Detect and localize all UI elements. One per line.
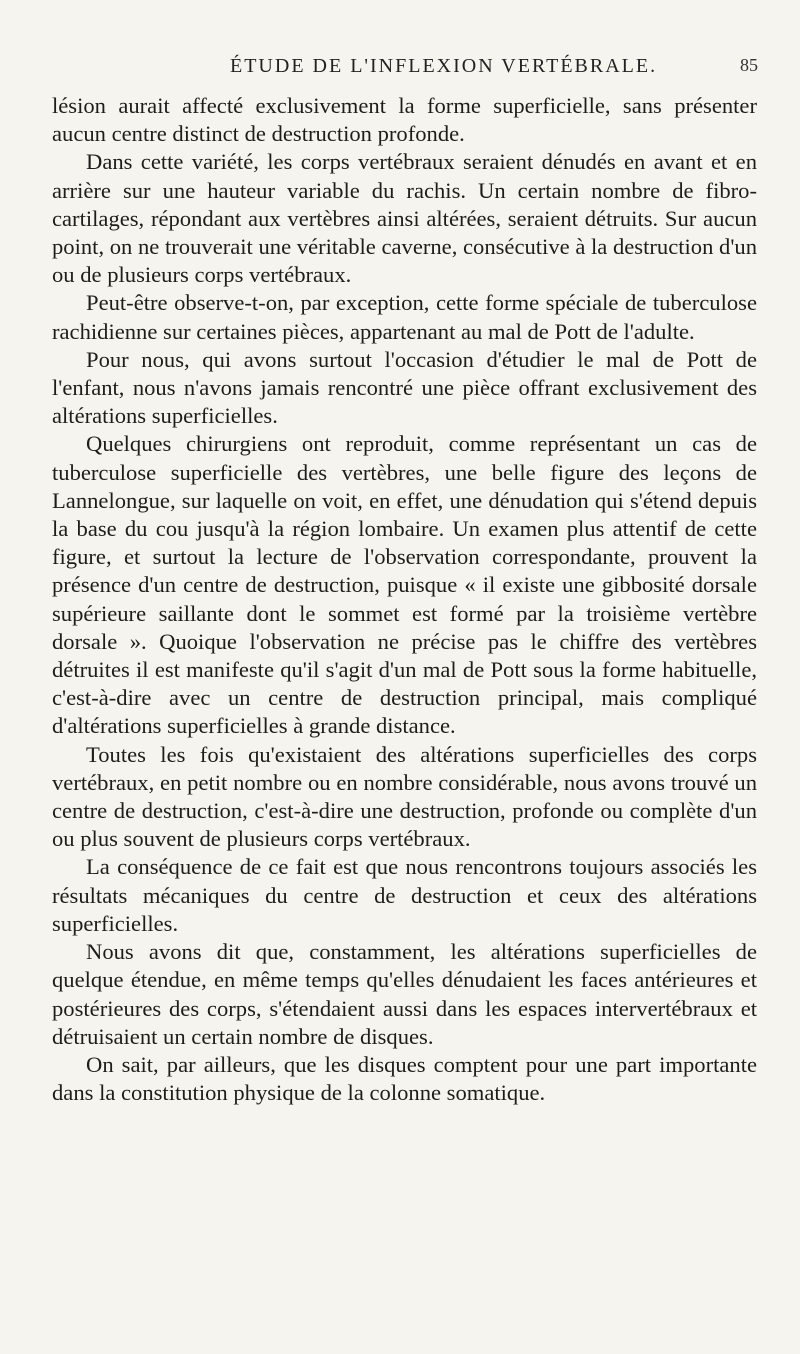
- paragraph: La conséquence de ce fait est que nous rencontrons toujours associés les résultats mécaniques du centre de destruction et ceux des altérations superficielles.: [52, 854, 757, 936]
- paragraph: Peut-être observe-t-on, par exception, cette forme spéciale de tuberculose rachidienne sur certaines pièces, appartenant au mal de Pott de l'adulte.: [52, 290, 757, 344]
- paragraph: On sait, par ailleurs, que les disques comptent pour une part importante dans la constitution physique de la colonne somatique.: [52, 1051, 757, 1106]
- paragraph-continuation: lésion aurait affecté exclusivement la forme superficielle, sans présenter aucun centre distinct de destruction profonde.: [52, 93, 757, 147]
- paragraph: Dans cette variété, les corps vertébraux seraient dénudés en avant et en arrière sur une hauteur variable du rachis. Un certain nombre de fibro-cartilages, répondant aux vertèbres ainsi altérées, seraient détruits. Sur aucun point, on ne trouverait une véritable caverne, consécutive à la destruction d'un ou de plusieurs corps vertébraux.: [52, 149, 757, 288]
- paragraph: Pour nous, qui avons surtout l'occasion d'étudier le mal de Pott de l'enfant, nous n'avons jamais rencontré une pièce offrant exclusivement des altérations superficielles.: [52, 346, 757, 429]
- running-title: ÉTUDE DE L'INFLEXION VERTÉBRALE.: [230, 55, 658, 77]
- paragraph: Toutes les fois qu'existaient des altérations superficielles des corps vertébraux, en petit nombre ou en nombre considérable, nous avons trouvé un centre de destruction, c'est-à-dire une destruction, profonde ou complète d'un ou plus souvent de plusieurs corps vertébraux.: [52, 741, 757, 852]
- paragraph: Nous avons dit que, constamment, les altérations superficielles de quelque étendue, en même temps qu'elles dénudaient les faces antérieures et postérieures des corps, s'étendaient aussi dans les espaces intervertébraux et détruisaient un certain nombre de disques.: [52, 939, 757, 1049]
- page-number: 85: [740, 55, 758, 75]
- body-text: [52, 92, 757, 1107]
- paragraph: Quelques chirurgiens ont reproduit, comme représentant un cas de tuberculose superficielle des vertèbres, une belle figure des leçons de Lannelongue, sur laquelle on voit, en effet, une dénudation qui s'étend depuis la base du cou jusqu'à la région lombaire. Un examen plus attentif de cette figure, et surtout la lecture de l'observation correspondante, prouvent la présence d'un centre de destruction, puisque « il existe une gibbosité dorsale supérieure saillante dont le sommet est formé par la troisième vertèbre dorsale ». Quoique l'observation ne précise pas le chiffre des vertèbres détruites il est manifeste qu'il s'agit d'un mal de Pott sous la forme habituelle, c'est-à-dire avec un centre de destruction principal, mais compliqué d'altérations superficielles à grande distance.: [52, 431, 757, 739]
